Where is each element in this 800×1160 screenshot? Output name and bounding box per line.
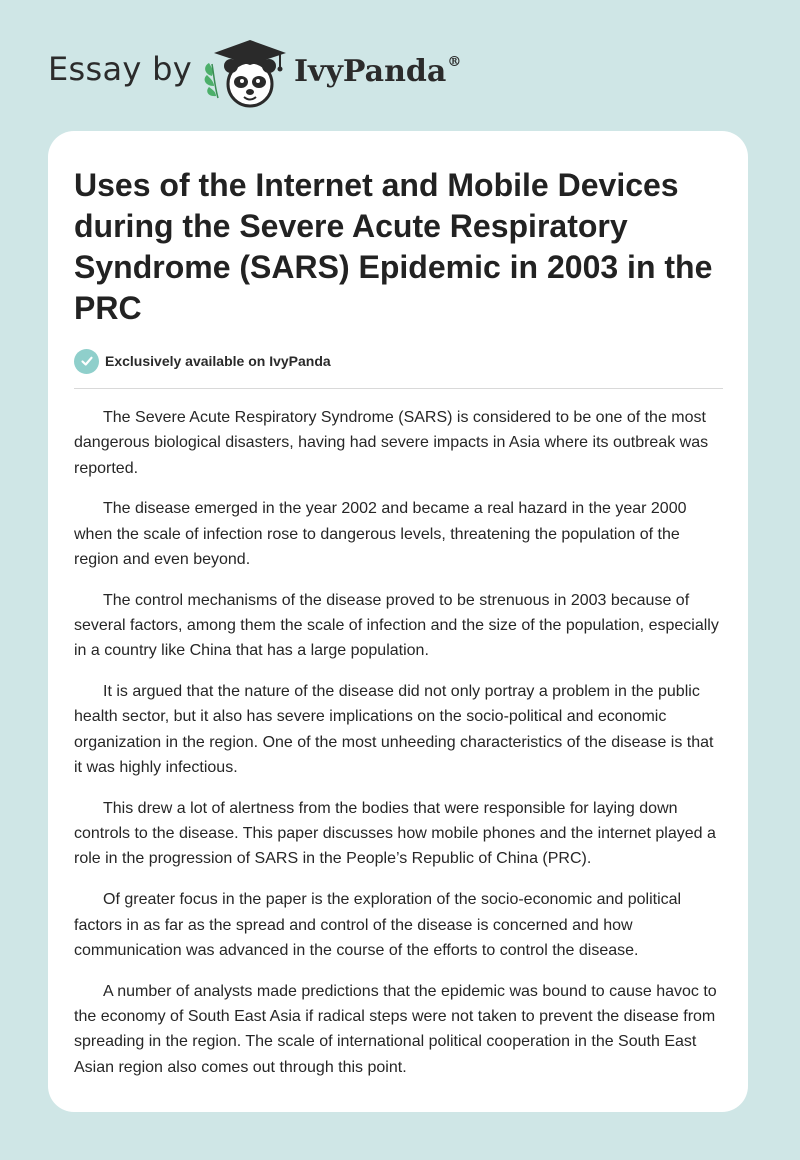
exclusive-badge (74, 348, 331, 374)
registered-mark: ® (447, 54, 462, 70)
article-title: Uses of the Internet and Mobile Devices during the Severe Acute Respiratory Syndrome (SARS) Epidemic in 2003 in the PRC (74, 167, 713, 326)
checkmark-circle-icon (74, 349, 99, 374)
article-card (48, 131, 748, 1112)
paragraph: It is argued that the nature of the disease did not only portray a problem in the public health sector, but it also has severe implications on the socio-political and economic organization in the region. One of the most unheeding characteristics of the disease is that it was highly infectious. (74, 683, 714, 777)
brand-name[interactable] (294, 54, 461, 89)
paragraph: The control mechanisms of the disease proved to be strenuous in 2003 because of several factors, among them the scale of infection and the size of the population, especially in a country like China that has a large population. (74, 591, 719, 660)
essay-by-label: Essay by (48, 50, 192, 88)
paragraph: Of greater focus in the paper is the exploration of the socio-economic and political factors in as far as the spread and control of the disease is concerned and how communication was advanced in the course of the efforts to control the disease. (74, 891, 682, 959)
badge-label: Exclusively available on IvyPanda (105, 353, 331, 369)
paragraph: A number of analysts made predictions that the epidemic was bound to cause havoc to the economy of South East Asia if radical steps were not taken to prevent the disease from spreading in the region. The scale of international political cooperation in the South East Asian region also comes out through this point. (74, 982, 717, 1076)
site-header (0, 0, 800, 130)
article-body (74, 405, 724, 1095)
paragraph: This drew a lot of alertness from the bodies that were responsible for laying down controls to the disease. This paper discusses how mobile phones and the internet played a role in the progression of SARS in the People’s Republic of China (PRC). (74, 799, 716, 868)
brand-text: IvyPanda (294, 54, 447, 89)
divider (74, 388, 723, 389)
paragraph: The disease emerged in the year 2002 and became a real hazard in the year 2000 when the scale of infection rose to dangerous levels, threatening the population of the region and even beyond. (74, 500, 687, 568)
paragraph: The Severe Acute Respiratory Syndrome (SARS) is considered to be one of the most dangerous biological disasters, having had severe impacts in Asia where its outbreak was reported. (74, 409, 709, 477)
ivypanda-logo-icon[interactable] (200, 36, 290, 110)
